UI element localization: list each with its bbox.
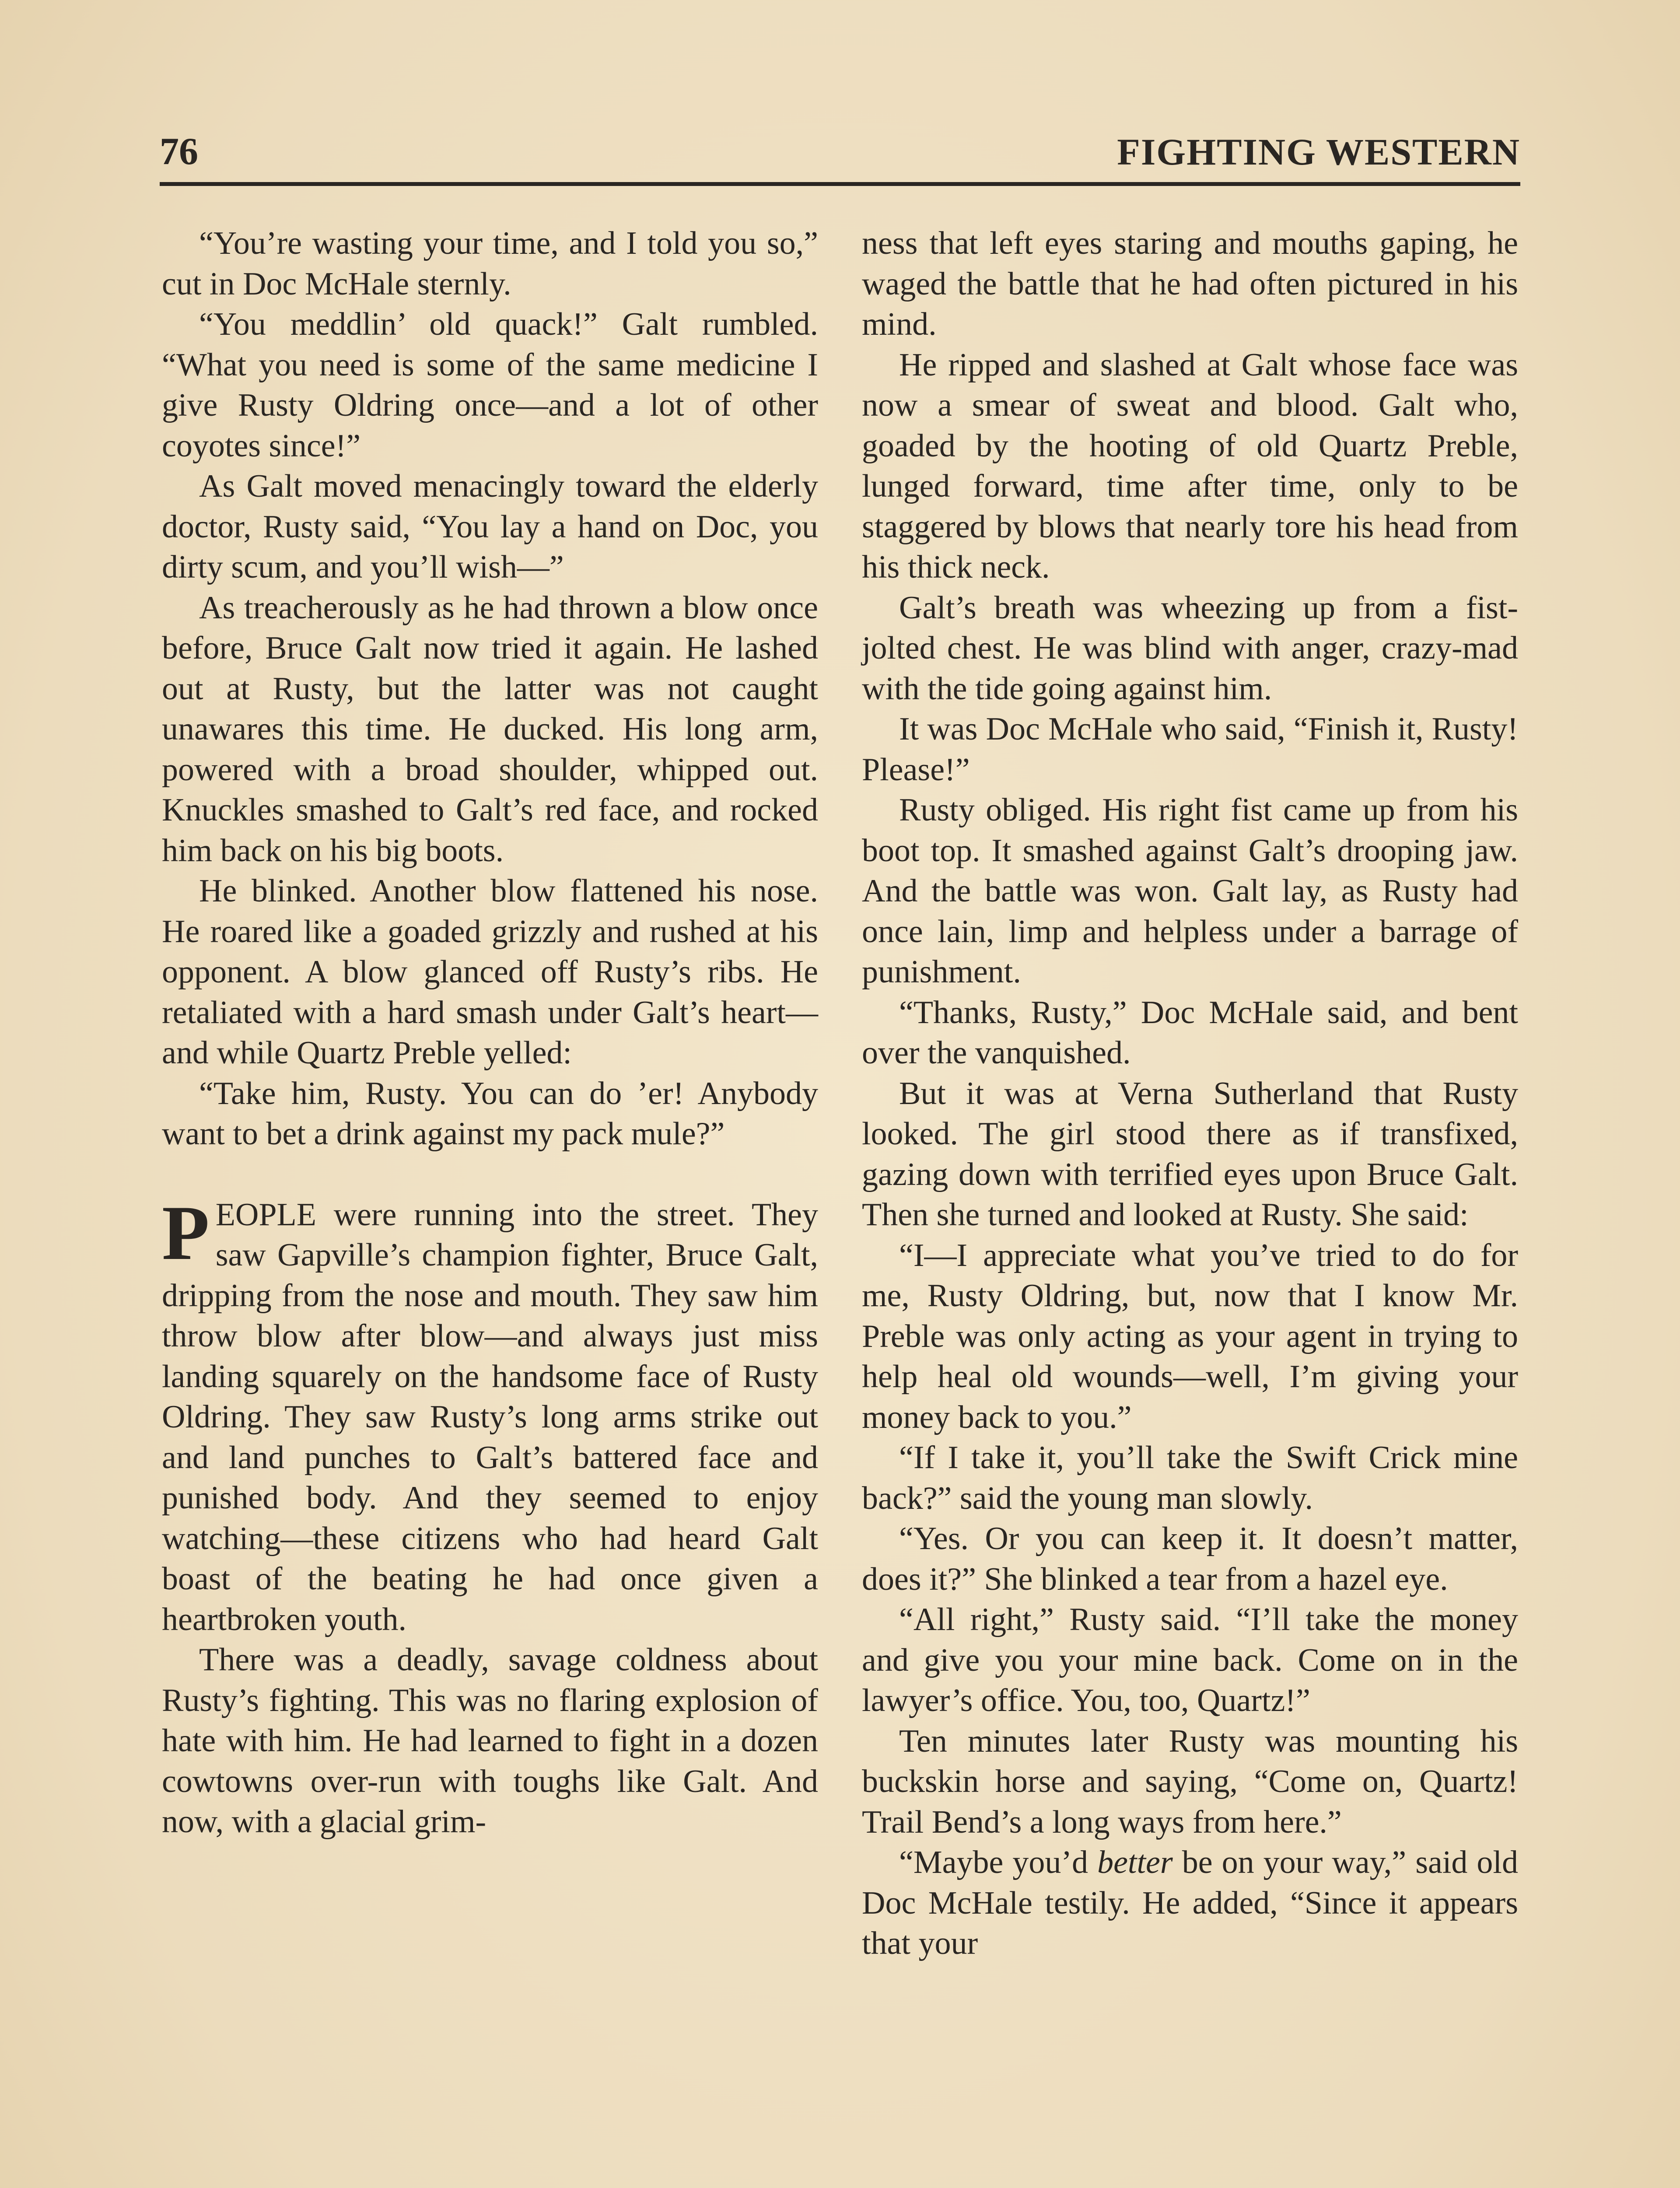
paragraph: But it was at Verna Sutherland that Rusty looked. The girl stood there as if transfixed, gazing down with terrified eyes upon Bruce Galt. Then she turned and looked at Rusty. She said:: [862, 1075, 1518, 1233]
dropcap-paragraph-text: EOPLE were running into the street. They saw Gapville’s champion fighter, Bruce Galt, dripping from the nose and mouth. They saw him throw blow after blow—and always just miss landing squarely on the handsome face of Rusty Oldring. They saw Rusty’s long arms strike out and land punches to Galt’s battered face and punished body. And they seemed to enjoy watching—these citizens who had heard Galt boast of the beating he had once given a heartbroken youth.: [162, 1196, 818, 1637]
paragraph: Rusty obliged. His right fist came up from his boot top. It smashed against Galt’s drooping jaw. And the battle was won. Galt lay, as Rusty had once lain, limp and helpless under a barrage of punishment.: [862, 792, 1518, 990]
paragraph: He ripped and slashed at Galt whose face was now a smear of sweat and blood. Galt who, goaded by the hooting of old Quartz Preble, lunged forward, time after time, only to be staggered by blows that nearly tore his head from his thick neck.: [862, 347, 1518, 585]
continued-paragraph: ness that left eyes staring and mouths gaping, he waged the battle that he had often pictured in his mind.: [862, 225, 1518, 342]
right-column: [862, 223, 1518, 1964]
page-number: 76: [160, 130, 198, 173]
paragraph: As Galt moved menacingly toward the elderly doctor, Rusty said, “You lay a hand on Doc, you dirty scum, and you’ll wish—”: [162, 468, 818, 585]
text-run: be on your way,” said old Doc McHale testily. He added, “Since it appears that your: [862, 1844, 1518, 1961]
section-break: [162, 1154, 818, 1195]
paragraph: “Take him, Rusty. You can do ’er! Anybody want to bet a drink against my pack mule?”: [162, 1075, 818, 1152]
paragraph: As treacherously as he had thrown a blow once before, Bruce Galt now tried it again. He lashed out at Rusty, but the latter was not caught unawares this time. He ducked. His long arm, powered with a broad shoulder, whipped out. Knuckles smashed to Galt’s red face, and rocked him back on his big boots.: [162, 589, 818, 869]
text-run: “Maybe you’d: [899, 1844, 1098, 1880]
paragraph: “If I take it, you’ll take the Swift Crick mine back?” said the young man slowly.: [862, 1440, 1518, 1516]
paragraph: It was Doc McHale who said, “Finish it, Rusty! Please!”: [862, 711, 1518, 788]
header-rule: [160, 182, 1520, 186]
paragraph: There was a deadly, savage coldness about Rusty’s fighting. This was no flaring explosion of hate with him. He had learned to fight in a dozen cowtowns over-run with toughs like Galt. And now, with a glacial grim-: [162, 1642, 818, 1840]
paragraph: “You’re wasting your time, and I told you so,” cut in Doc McHale sternly.: [162, 225, 818, 302]
page-header: [160, 128, 1520, 180]
paragraph: “You meddlin’ old quack!” Galt rumbled. “What you need is some of the same medicine I give Rusty Oldring once—and a lot of other coyotes since!”: [162, 306, 818, 464]
paragraph: [862, 1842, 1518, 1964]
paragraph: “I—I appreciate what you’ve tried to do for me, Rusty Oldring, but, now that I know Mr. Preble was only acting as your agent in trying to help heal old wounds—well, I’m giving your money back to you.”: [862, 1237, 1518, 1435]
paragraph: Ten minutes later Rusty was mounting his buckskin horse and saying, “Come on, Quartz! Trail Bend’s a long ways from here.”: [862, 1723, 1518, 1840]
paragraph: “Thanks, Rusty,” Doc McHale said, and bent over the vanquished.: [862, 994, 1518, 1071]
left-column: [162, 223, 818, 1842]
paragraph: He blinked. Another blow flattened his nose. He roared like a goaded grizzly and rushed at his opponent. A blow glanced off Rusty’s ribs. He retaliated with a hard smash under Galt’s heart—and while Quartz Preble yelled:: [162, 873, 818, 1071]
paragraph: Galt’s breath was wheezing up from a fist-jolted chest. He was blind with anger, crazy-mad with the tide going against him.: [862, 589, 1518, 707]
dropcap-paragraph: [162, 1189, 818, 1640]
drop-cap: P: [162, 1189, 210, 1276]
emphasis: better: [1097, 1844, 1173, 1880]
magazine-title: FIGHTING WESTERN: [1117, 131, 1520, 173]
paragraph: “All right,” Rusty said. “I’ll take the money and give you your mine back. Come on in the lawyer’s office. You, too, Quartz!”: [862, 1602, 1518, 1718]
paragraph: “Yes. Or you can keep it. It doesn’t matter, does it?” She blinked a tear from a hazel eye.: [862, 1521, 1518, 1597]
